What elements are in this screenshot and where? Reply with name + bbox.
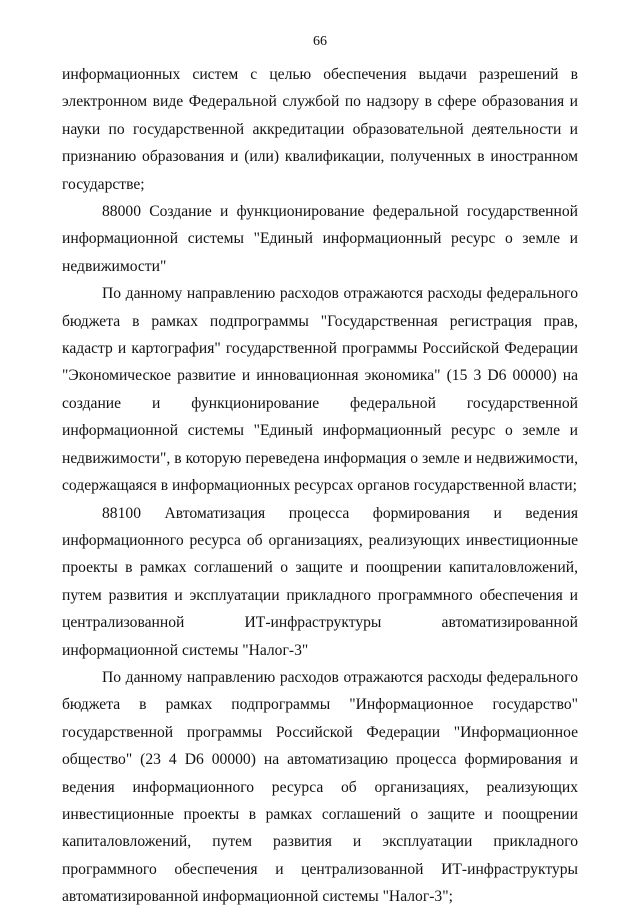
page-number: 66 xyxy=(313,34,327,49)
paragraph-code-88000: 88000 Создание и функционирование федеральной государственной информационной системы "Единый информационный ресурс о земле и недвижимости" xyxy=(62,203,578,275)
paragraph-description-88100: По данному направлению расходов отражаются расходы федерального бюджета в рамках подпрограммы "Информационное государство" государственной программы Российской Федерации "Информационное общество" (23 4 D6 00000) на автоматизацию процесса формирования и ведения информационного ресурса об организациях, реализующих инвестиционные проекты в рамках соглашений о защите и поощрении капиталовложений, путем развития и эксплуатации прикладного программного обеспечения и централизованной ИТ-инфраструктуры автоматизированной информационной системы "Налог-3"; xyxy=(62,668,578,906)
document-body xyxy=(62,61,578,911)
paragraph-description-88000: По данному направлению расходов отражаются расходы федерального бюджета в рамках подпрограммы "Государственная регистрация прав, кадастр и картография" государственной программы Российской Федерации "Экономическое развитие и инновационная экономика" (15 3 D6 00000) на создание и функционирование федеральной государственной информационной системы "Единый информационный ресурс о земле и недвижимости", в которую переведена информация о земле и недвижимости, содержащаяся в информационных ресурсах органов государственной власти; xyxy=(62,285,578,495)
paragraph-continuation: информационных систем с целью обеспечения выдачи разрешений в электронном виде Федеральной службой по надзору в сфере образования и науки по государственной аккредитации образовательной деятельности и признанию образования и (или) квалификации, полученных в иностранном государстве; xyxy=(62,66,578,193)
paragraph-code-88100: 88100 Автоматизация процесса формирования и ведения информационного ресурса об организациях, реализующих инвестиционные проекты в рамках соглашений о защите и поощрении капиталовложений, путем развития и эксплуатации прикладного программного обеспечения и централизованной ИТ-инфраструктуры автоматизированной информационной системы "Налог-3" xyxy=(62,504,578,659)
